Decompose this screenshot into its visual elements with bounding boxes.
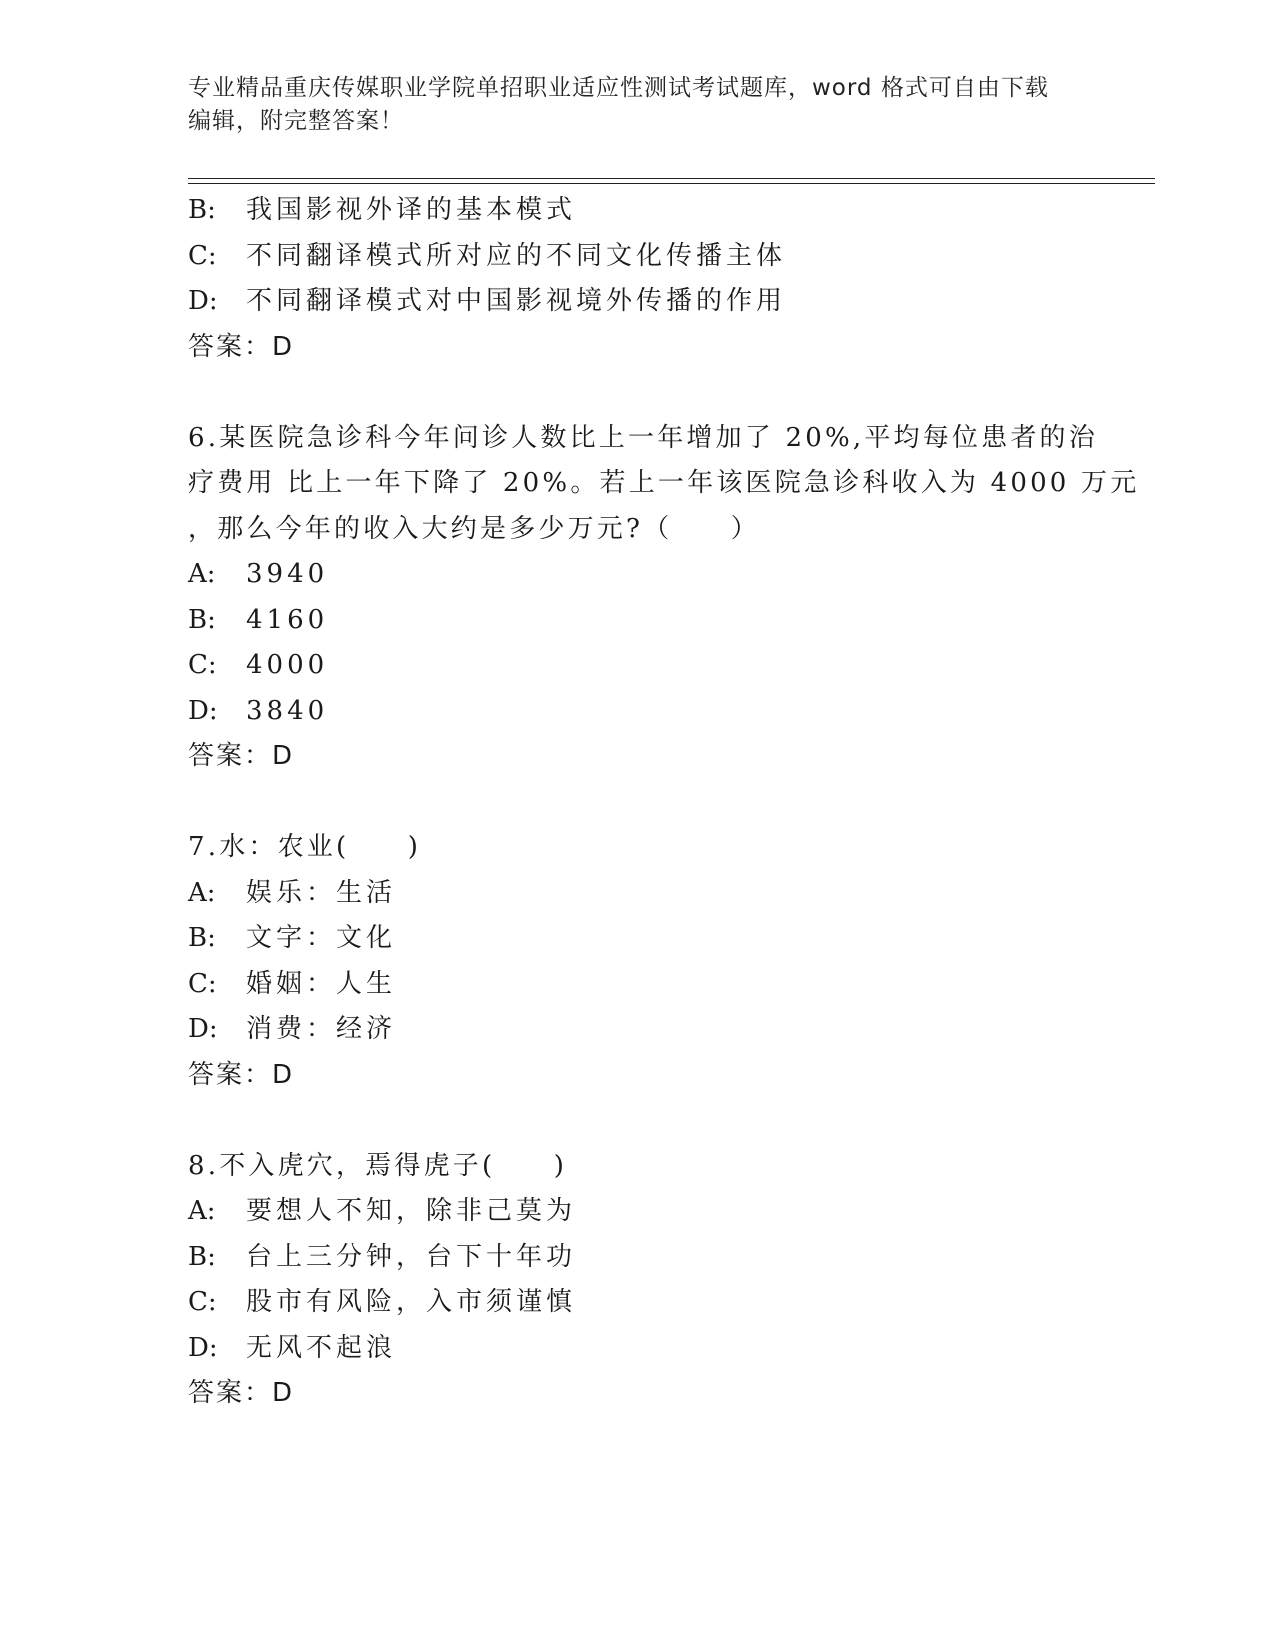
option-d	[188, 1007, 1148, 1053]
question-6	[188, 416, 1148, 780]
option-letter: D:	[188, 695, 218, 726]
option-b	[188, 188, 1148, 234]
option-letter: C:	[188, 240, 217, 271]
option-b	[188, 1235, 1148, 1281]
question-7	[188, 825, 1148, 1098]
option-c	[188, 643, 1148, 689]
option-text: 不同翻译模式对中国影视境外传播的作用	[246, 286, 787, 316]
header-line-2: 编辑，附完整答案！	[188, 108, 404, 134]
option-d	[188, 689, 1148, 735]
option-letter: C:	[188, 650, 217, 680]
spacer	[188, 780, 1148, 826]
option-text: 我国影视外译的基本模式	[246, 195, 577, 225]
option-text: 无风不起浪	[246, 1332, 397, 1363]
question-5	[188, 188, 1148, 370]
page-header	[188, 72, 1088, 138]
option-letter: C:	[188, 968, 217, 999]
option-text: 台上三分钟，台下十年功	[246, 1241, 577, 1272]
option-text: 文字：文化	[246, 923, 397, 953]
option-text: 3840	[246, 695, 329, 726]
question-stem-line: 6.某医院急诊科今年问诊人数比上一年增加了 20%,平均每位患者的治	[188, 422, 1098, 453]
option-b	[188, 598, 1148, 644]
option-d	[188, 279, 1148, 325]
question-stem-line: 疗费用 比上一年下降了 20%。若上一年该医院急诊科收入为 4000 万元	[188, 468, 1140, 498]
option-c	[188, 962, 1148, 1008]
question-stem-line: ，那么今年的收入大约是多少万元?（ ）	[188, 513, 760, 544]
option-letter: A:	[188, 1196, 216, 1226]
answer-line: 答案：D	[188, 741, 295, 771]
header-line-1: 专业精品重庆传媒职业学院单招职业适应性测试考试题库，word 格式可自由下载	[188, 75, 1049, 101]
option-letter: D:	[188, 286, 218, 316]
option-text: 股市有风险，入市须谨慎	[246, 1287, 577, 1317]
question-8	[188, 1144, 1148, 1417]
option-text: 4160	[246, 604, 329, 635]
question-stem-line: 8.不入虎穴，焉得虎子( )	[188, 1150, 568, 1181]
header-double-rule	[188, 178, 1155, 184]
option-letter: A:	[188, 559, 216, 589]
option-letter: A:	[188, 877, 216, 908]
option-b	[188, 916, 1148, 962]
option-letter: B:	[188, 923, 216, 953]
question-stem-line: 7.水：农业( )	[188, 832, 422, 862]
option-letter: B:	[188, 195, 216, 225]
spacer	[188, 370, 1148, 416]
option-a	[188, 871, 1148, 917]
option-letter: C:	[188, 1287, 217, 1317]
answer-line: 答案：D	[188, 1378, 295, 1408]
option-text: 4000	[246, 650, 329, 680]
option-text: 消费：经济	[246, 1014, 397, 1044]
spacer	[188, 1098, 1148, 1144]
option-c	[188, 234, 1148, 280]
option-letter: D:	[188, 1332, 218, 1363]
option-c	[188, 1280, 1148, 1326]
option-letter: D:	[188, 1014, 218, 1044]
option-d	[188, 1326, 1148, 1372]
option-text: 娱乐：生活	[246, 877, 397, 908]
option-a	[188, 552, 1148, 598]
option-letter: B:	[188, 604, 216, 635]
option-letter: B:	[188, 1241, 216, 1272]
answer-line: 答案：D	[188, 1059, 295, 1090]
option-text: 婚姻：人生	[246, 968, 397, 999]
answer-line: 答案：D	[188, 331, 295, 362]
option-text: 要想人不知，除非己莫为	[246, 1196, 577, 1226]
question-content	[188, 188, 1148, 1417]
option-a	[188, 1189, 1148, 1235]
option-text: 3940	[246, 559, 329, 589]
option-text: 不同翻译模式所对应的不同文化传播主体	[246, 240, 787, 271]
